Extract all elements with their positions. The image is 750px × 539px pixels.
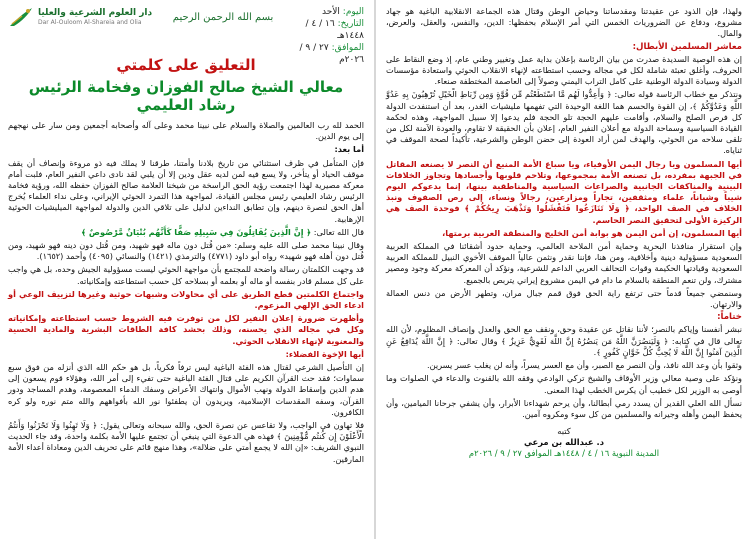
signature-name: د. عبدالله بن مرعي <box>524 437 604 448</box>
paragraph-defense: ولهذا، فإن الذود عن عقيدتنا ومقدساتنا وحياض الوطن وقتال هذه الجماعة الانقلابية الباغية هو جهاد مشروع، ودفاع عن الضروريات الخمس التي أمر الإسلام بحفظها: الدين، والنفس، والعقل، والعرض، والمال. <box>386 6 742 39</box>
paragraph-presidency: إن هذه الوصية السديدة صدرت من بيان الرئاسة بإعلان بداية عمل وتغيير وطني عام، إذ وضع النقاط على الحروف، وأغلق تعبئة شاملة لكل في مجاله وحسب استطاعته لإنهاء الانقلاب الحوثي واستعادة مؤسسات الدولة وسيادة الدولة الوطنية على كامل التراب اليمني وصولاً إلى العاصمة المختطفة صنعاء. <box>386 53 742 87</box>
greg-label: الموافق: <box>331 43 364 53</box>
quran-intro: قال الله تعالى: <box>313 226 364 237</box>
paragraph-hadith: وقال نبينا محمد صلى الله عليه وسلم: «من قُتل دون ماله فهو شهيد، ومن قُتل دون دينه فهو شهيد، ومن قُتل دون أهله فهو شهيد» رواه أبو داود (٤٧٧١) والترمذي (١٤٢١) والنسائي (٤٠٩٥) وأحمد (١٦٥٢). <box>8 240 364 262</box>
paragraph-no-laxity: فلا تهاون في الواجب، ولا تقاعس عن نصرة الحق، والله سبحانه وتعالى يقول: ﴿ وَلَا تَهِنُوا وَلَا تَحْزَنُوا وَأَنتُمُ الْأَعْلَوْنَ إِن كُنتُم مُّؤْمِنِينَ ﴾ فهذه هي الدعوة التي ينبغي أن تجتمع عليها الأمة بكلمة واحدة، وقد جاء الحديث النبوي الشريف: «إن الله لا يجمع أمتي على ضلالة»، وهذا منهج قائم على تحريف الدين ومعاداة أعداء الأمة المارقين. <box>8 420 364 464</box>
main-title: التعليق على كلمتي <box>116 56 256 74</box>
paragraph-intro: فإن المتأمل في ظرف استثنائي من تاريخ بلادنا وأمتنا، طرقنا لا يملك فيه ذو مروءة وإنصاف أن يقف موقف الحياد أو يتأخر، ولا يسع فيه لمن لديه عقل ودين إلا أن يلبي لقد نادى داعي النفير العام، فلبت أمام معركة مصيرية لهذا اجتمعت رؤية الحق الراسخة من شيخنا العلامة صالح الفوزان حفظه الله، ورؤية فخامة الرئيس رشاد العليمي رئيس مجلس القيادة، لمواجهة هذا التمرد الحوثي الإيراني، وعلى نداء العلماء يُخرج أهل الحق لنصرة دينهم، وإن تطابق النداءين لدليل على تلاقي الدين والدولة لمواجهة الميليشيات الحوثية الإرهابية. <box>8 157 364 224</box>
paragraph-quran-ref <box>8 227 364 238</box>
quill-logo-icon <box>8 6 34 28</box>
paragraph-force: ونتذكر مع خطاب الرئاسة قوله تعالى: ﴿ وَأَعِدُّوا لَهُم مَّا اسْتَطَعْتُم مِّن قُوَّةٍ وَمِن رِّبَاطِ الْخَيْلِ تُرْهِبُونَ بِهِ عَدُوَّ اللَّهِ وَعَدُوَّكُمْ ﴾، إن القوة والحسم هما اللغة الوحيدة التي تفهمها مليشيات الغدر، بعد أن استنفدت الدولة كل فرص الصلح والسلام، وأقامت عليهم الحجة تلو الحجة فلم يدعوا إلا سبيل المواجهة، وهذه لحكمة القيادة السياسية وسماحة الدولة مع أعلان النفير العام، إعلان بأن الحقيقة لا تقاوم، والعودة الآمنة لكل من تلقى سلاحه من الحوثي، والهدف لمن أراد العودة إلى حضن الوطن والشرعية، تأكيداً لصحة الموقف في ثناياه. <box>386 89 742 156</box>
paragraph-trust: وثقوا بأن وعد الله نافذ، وأن النصر مع الصبر، وأن مع العسر يسراً، وأنه لن يغلب عسر يسرين. <box>427 360 742 371</box>
signature-place-date: المدينة النبوية ١٦ / ٤ / ١٤٤٨هـ الموافق ٢٧ / ٩ / ٢٠٢٦م <box>468 448 660 459</box>
signature-written-by: كتبه <box>557 426 571 437</box>
quran-verse: ﴿ إِنَّ الَّذِينَ يُقَاتِلُونَ فِي سَبِيلِهِ صَفًّا كَأَنَّهُم بُنْيَانٌ مَّرْصُوصٌ ﴾ <box>81 226 312 237</box>
signature-block <box>386 426 742 459</box>
heading-gulf-security: أيها المسلمون، إن أمن اليمن هو بوابة أمن الخليج والمنطقة العربية برمتها، <box>442 227 742 238</box>
paragraph-saudi: وإن استقرار منافذنا البحرية وحماية أمن الملاحة العالمي، وحماية حدود أشقائنا في المملكة العربية السعودية مسؤولية دينية وأخلاقية، ومن هنا، فإننا نقدر ونثمن عالياً الموقف الأخوي النبيل للمملكة العربية السعودية وقيادتها الحكيمة وقوات التحالف العربي الداعم للشرعية، ونؤكد أن المعركة معركة وجود ومصير مشترك، ولن تنعم المنطقة بالسلام ما دام في اليمن مشروع إيراني يتربص بالجميع. <box>386 241 742 285</box>
org-name: دار العلوم الشرعية والعليا <box>38 8 153 18</box>
highlight-unity-call: أيها المسلمون ويا رجال اليمن الأوفياء، ويا سباع الأمة المنيع أن النصر لا يصنعه المقاتل في الجبهة بمفرده، بل تصنعه الأمة بمجموعها، وتلاحم قلوبها وأجسادها وتجاوز الخلافات البينية والمناكفات الجانبية والصراعات السياسية والمناطقية بينها، إنما يدعوكم اليوم شيباً وشباناً، علماء ومثقفين، تجاراً ومزارعين، رجالاً ونساء، إلى رص الصفوف ونبذ الخلاف في الصف الواحد، ﴿ وَلَا تَنَازَعُوا فَتَفْشَلُوا وَتَذْهَبَ رِيحُكُمْ ﴾ فوحدة الصف هي الركيزة الأولى لتحقيق النصر الحاسم. <box>386 158 742 225</box>
greg-value: ٢٧ / ٩ / ٢٠٢٦م <box>299 43 364 65</box>
basmala: بسم الله الرحمن الرحيم <box>172 12 274 23</box>
paragraph-advance: وسنمضي جميعاً قدماً حتى ترتفع راية الحق فوق قمم جبال مران، وتطهر الأرض من دنس العمالة والارتهان. <box>386 287 742 310</box>
day-value: الأحد <box>321 7 340 17</box>
paragraph-opening: الحمد لله رب العالمين والصلاة والسلام على نبينا محمد وعلى آله وأصحابه أجمعين ومن سار على نهجهم إلى يوم الدين. <box>8 120 364 142</box>
org-logo <box>8 6 152 28</box>
heading-conclusion: ختاماً: <box>717 312 742 323</box>
heading-heroes: معاشر المسلمين الأبطال: <box>632 41 742 52</box>
paragraph-amma-baad: أما بعد: <box>334 144 364 155</box>
left-column <box>0 0 372 539</box>
column-divider <box>374 0 376 539</box>
heading-brothers: أيها الإخوة الفضلاء: <box>285 348 364 359</box>
right-column <box>378 0 750 539</box>
paragraph-glad-tidings: نبشر أنفسنا وإياكم بالنصر؛ لأننا نقاتل عن عقيدة وحق، ونقف مع الحق والعدل وإنصاف المظلوم، لأن الله تعالى قال في كتابه: ﴿ وَلَيَنصُرَنَّ اللَّهُ مَن يَنصُرُهُ إِنَّ اللَّهَ لَقَوِيٌّ عَزِيزٌ ﴾ وقال تعالى: ﴿ إِنَّ اللَّهَ يُدَافِعُ عَنِ الَّذِينَ آمَنُوا إِنَّ اللَّهَ لَا يُحِبُّ كُلَّ خَوَّانٍ كَفُورٍ ﴾. <box>386 324 742 357</box>
highlight-mobilization: وأظهرت ضرورة إعلان النفير لكل من توفرت فيه الشروط حسب استطاعته وإمكانياته وكل في مجاله الذي يحسنه، وذلك بحشد كافة الطاقات البشرية والمادية الحسية والمعنوية لإنهاء الانقلاب الحوثي. <box>8 313 364 346</box>
highlight-unity: واجتماع الكلمتين قطع الطريق على أي محاولات وشبهات حوثية وغيرها لتزييف الوعي أو ادعاء الحق الإلهي المزعوم. <box>8 288 364 311</box>
hijri-value: ١٦ / ٤ / ١٤٤٨هـ <box>305 19 364 41</box>
paragraph-qunut: ونؤكد على وصية معالي وزير الأوقاف والشيخ تركي الوادعي وفقه الله بالقنوت والدعاء في الصلوات وما أوصى به الوزير لكل خطيب أن يكرس الخطب لهذا المعنى. <box>386 373 742 395</box>
paragraph-message: قد وجهت الكلمتان رسالة واضحة للمجتمع بأن مواجهة الحوثي ليست مسؤولية الجيش وحده، بل هي واجب على كل مسلم قادر بنفسه أو ماله أو بعلمه أو بسلاحه كل حسب استطاعته وإمكانياته. <box>8 264 364 286</box>
main-subtitle: معالي الشيخ صالح الفوزان وفخامة الرئيس رشاد العليمي <box>28 78 344 114</box>
day-label: اليوم: <box>342 7 364 17</box>
hijri-label: التاريخ: <box>337 19 364 29</box>
date-block <box>294 6 364 66</box>
paragraph-legal-basis: إن التأصيل الشرعي لقتال هذه الفئة الباغية ليس ترفاً فكرياً، بل هو حكم الله الذي أنزله من فوق سبع سماوات؛ فقد حث القرآن الكريم على قتال الفئة الباغية حتى تفيء إلى أمر الله، وهؤلاء قوم يسعون إلى هدم الدين وإسقاط الدولة ونهب الأموال وانتهاك الأعراض وسفك الدماء المعصومة، وهدم المساجد ودور القرآن، وسفه المقدسات الإسلامية، ويريدون أن يطفئوا نور الله بأفواههم والله متم نوره ولو كره الكافرون. <box>8 362 364 417</box>
org-subtitle: Dar Al-Ouloom Al-Shareia and Olia <box>38 19 142 26</box>
paragraph-supplication: نسأل الله العلي القدير أن يسدد رمي أبطالنا، وأن يرحم شهداءنا الأبرار، وأن يشفي جرحانا الميامين، وأن يحفظ اليمن وأهله وجيرانه والمسلمين من كل سوء ومكروه آمين. <box>386 397 742 419</box>
